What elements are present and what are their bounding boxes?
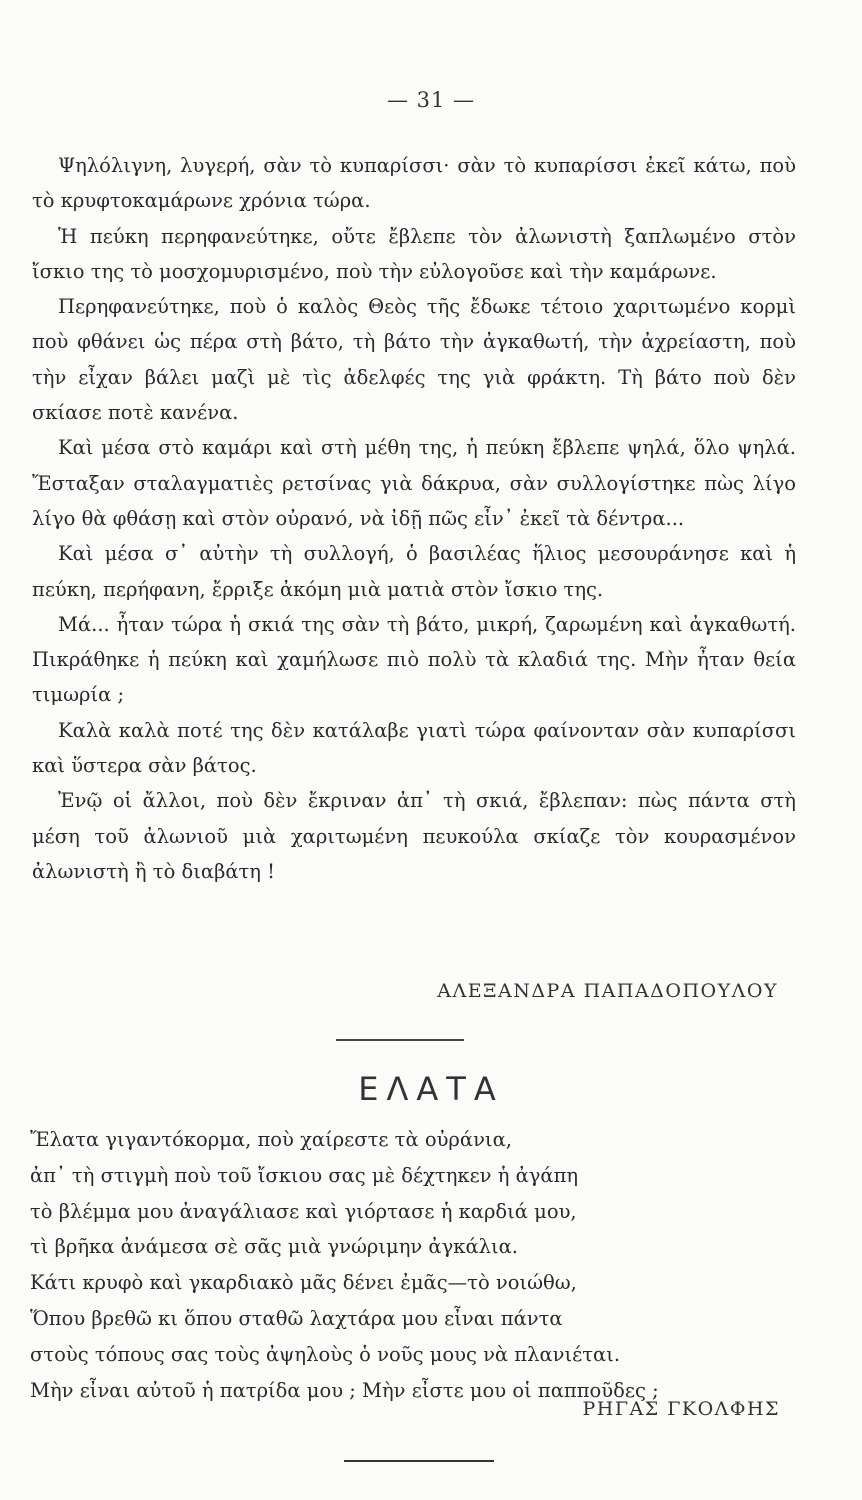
poem-line: Ὅπου βρεθῶ κι ὅπου σταθῶ λαχτάρα μου εἶναι πάντα [30,1306,563,1330]
story-paragraph: Περηφανεύτηκε, ποὺ ὁ καλὸς Θεὸς τῆς ἔδωκε τέτοιο χαριτωμένο κορμὶ ποὺ φθάνει ὡς πέρα στὴ βάτο, τὴ βάτο τὴν ἀγκαθωτή, τὴν ἀχρείαστη, ποὺ τὴν εἶχαν βάλει μαζὶ μὲ τὶς ἀδελφές της γιὰ φράκτη. Τὴ βάτο ποὺ δὲν σκίασε ποτὲ κανένα. [32,295,796,425]
story-paragraph: Καλὰ καλὰ ποτέ της δὲν κατάλαβε γιατὶ τώρα φαίνονταν σὰν κυπαρίσσι καὶ ὕστερα σὰν βάτος. [32,718,796,778]
end-divider [344,1460,494,1462]
story-paragraph: Ἡ πεύκη περηφανεύτηκε, οὔτε ἔβλεπε τὸν ἀλωνιστὴ ξαπλωμένο στὸν ἴσκιο της τὸ μοσχομυρισμένο, ποὺ τὴν εὐλογοῦσε καὶ τὴν καμάρωνε. [32,224,796,283]
poem-line: Ἔλατα γιγαντόκορμα, ποὺ χαίρεστε τὰ οὐράνια, [30,1128,512,1151]
page-number: — 31 — [386,88,476,112]
poem-title: ΕΛΑΤΑ [358,1070,504,1108]
section-divider [336,1039,464,1041]
poem-line: στοὺς τόπους σας τοὺς ἀψηλοὺς ὁ νοῦς μους νὰ πλανιέται. [30,1342,621,1366]
story-paragraph: Καὶ μέσα σ᾿ αὐτὴν τὴ συλλογή, ὁ βασιλέας ἥλιος μεσουράνησε καὶ ἡ πεύκη, περήφανη, ἔρριξε ἀκόμη μιὰ ματιὰ στὸν ἴσκιο της. [32,542,796,601]
poem-line: Μὴν εἶναι αὐτοῦ ἡ πατρίδα μου ; Μὴν εἶστε μου οἱ παπποῦδες ; [30,1378,659,1402]
story-author: ΑΛΕΞΑΝΔΡΑ ΠΑΠΑΔΟΠΟΥΛΟΥ [437,980,778,1002]
story-paragraph: Ἐνῷ οἱ ἄλλοι, ποὺ δὲν ἔκριναν ἀπ᾿ τὴ σκιά, ἔβλεπαν: πὼς πάντα στὴ μέση τοῦ ἀλωνιοῦ μιὰ χαριτωμένη πευκούλα σκίαζε τὸν κουρασμένον ἀλωνιστὴ ἢ τὸ διαβάτη ! [32,789,796,883]
poem-line: τὸ βλέμμα μου ἀναγάλιασε καὶ γιόρτασε ἡ καρδιά μου, [30,1199,577,1223]
story-paragraph: Μά... ἦταν τώρα ἡ σκιά της σὰν τὴ βάτο, μικρή, ζαρωμένη καὶ ἀγκαθωτή. Πικράθηκε ἡ πεύκη καὶ χαμήλωσε πιὸ πολὺ τὰ κλαδιά της. Μὴν ἦταν θεία τιμωρία ; [32,612,796,707]
poem-line: Κάτι κρυφὸ καὶ γκαρδιακὸ μᾶς δένει ἐμᾶς—τὸ νοιώθω, [30,1271,577,1295]
poem-text [30,1122,810,1408]
story-paragraph: Ψηλόλιγνη, λυγερή, σὰν τὸ κυπαρίσσι· σὰν τὸ κυπαρίσσι ἐκεῖ κάτω, ποὺ τὸ κρυφτοκαμάρωνε χρόνια τώρα. [32,154,796,213]
story-text [32,148,796,889]
story-paragraph: Καὶ μέσα στὸ καμάρι καὶ στὴ μέθη της, ἡ πεύκη ἔβλεπε ψηλά, ὅλο ψηλά. Ἔσταξαν σταλαγματιὲς ρετσίνας γιὰ δάκρυα, σὰν συλλογίστηκε πὼς λίγο λίγο θὰ φθάσῃ καὶ στὸν οὐρανό, νὰ ἰδῇ πῶς εἶν᾿ ἐκεῖ τὰ δέντρα... [32,436,796,530]
poem-author: ΡΗΓΑΣ ΓΚΟΛΦΗΣ [582,1398,780,1420]
poem-line: ἀπ᾿ τὴ στιγμὴ ποὺ τοῦ ἴσκιου σας μὲ δέχτηκεν ἡ ἀγάπη [30,1163,579,1187]
poem-line: τὶ βρῆκα ἀνάμεσα σὲ σᾶς μιὰ γνώριμην ἀγκάλια. [30,1235,518,1259]
